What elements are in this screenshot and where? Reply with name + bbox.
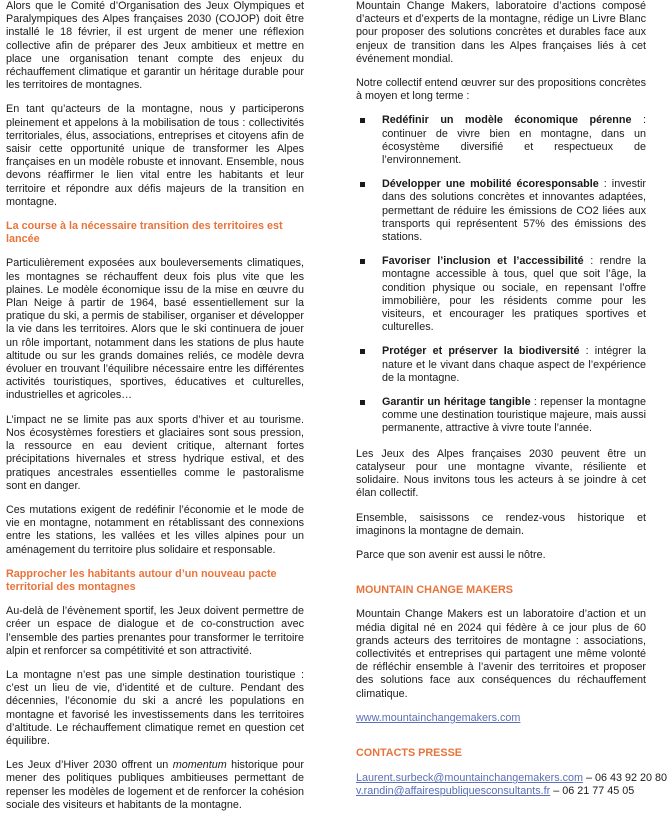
website-link[interactable]: www.mountainchangemakers.com: [356, 711, 521, 724]
proposition-title: Garantir un héritage tangible: [382, 396, 531, 409]
impact-paragraph: L’impact ne se limite pas aux sports d’hiver et au tourisme. Nos écosystèmes forestiers et glaciaires sont sous pression, la ressource en eau devient critique, alternant fortes précipitations hivernales et stress hydrique estival, et des pratiques ancestrales essentielles comme le pastoralisme sont en danger.: [6, 413, 304, 492]
bullet-square-icon: [360, 400, 365, 405]
mobilisation-paragraph: En tant qu’acteurs de la montagne, nous y participerons pleinement et appelons à la mobilisation de tous : collectivités territoriales, élus, associations, entreprises et citoyens afin de saisir cette opportunité unique de transformer les Alpes françaises en un modèle robuste et innovant. Ensemble, nous devons réaffirmer le lien vital entre les habitants et leur territoire et répondre aux défis majeurs de la transition en montagne.: [6, 103, 304, 208]
contact-row-2: [356, 785, 646, 798]
bullet-square-icon: [360, 349, 365, 354]
list-item: [356, 114, 646, 167]
list-item: [356, 255, 646, 334]
momentum-text-b: historique pour mener des politiques publiques ambitieuses permettant de repenser les modèles de logement et de renforcer la cohésion sociale des visiteurs et habitants de la montagne.: [6, 759, 304, 811]
mcm-description: Mountain Change Makers est un laboratoire d’action et un média digital né en 2024 qui fédère à ce jour plus de 60 grands acteurs des territoires de montagne : associations, collectivités et entreprises qui partagent une même volonté de réfléchir ensemble à l’avenir des territoires et proposer des solutions face aux conséquences du réchauffement climatique.: [356, 608, 646, 700]
bullet-square-icon: [360, 118, 365, 123]
proposition-title: Favoriser l’inclusion et l’accessibilité: [382, 255, 584, 268]
momentum-text-a: Les Jeux d’Hiver 2030 offrent un: [6, 759, 173, 772]
ensemble-paragraph: Ensemble, saisissons ce rendez-vous historique et imaginons la montagne de demain.: [356, 511, 646, 537]
right-column: [356, 0, 667, 799]
proposition-title: Redéfinir un modèle économique pérenne: [382, 114, 632, 127]
bullet-square-icon: [360, 182, 365, 187]
contacts-heading: CONTACTS PRESSE: [356, 746, 462, 759]
dialogue-paragraph: Au-delà de l’évènement sportif, les Jeux doivent permettre de créer un espace de dialogue et de co-construction avec l’ensemble des parties prenantes pour transformer le territoire alpin et renforcer sa compétitivité et son attractivité.: [6, 605, 304, 657]
list-item: [356, 345, 646, 385]
proposition-text: : continuer de vivre bien en montagne, dans un écosystème diversifié et respectueux de l’environnement.: [382, 114, 647, 167]
propositions-intro: Notre collectif entend œuvrer sur des propositions concrètes à moyen et long terme :: [356, 77, 646, 103]
proposition-text: : intégrer la nature et le vivant dans chaque aspect de l’expérience de la montagne.: [382, 345, 646, 384]
mutations-paragraph: Ces mutations exigent de redéfinir l’économie et le mode de vie en montagne, notamment en rétablissant des connexions entre les stations, les vallées et les villes alpines pour un aménagement du territoire plus solidaire et responsable.: [6, 503, 304, 556]
list-item: [356, 178, 646, 244]
website-row: [356, 712, 646, 725]
contact-email-link[interactable]: Laurent.surbeck@mountainchangemakers.com: [356, 772, 584, 785]
bullet-square-icon: [360, 259, 365, 264]
climate-paragraph: Particulièrement exposées aux bouleversements climatiques, les montagnes se réchauffent deux fois plus vite que les plaines. Le modèle économique issu de la mise en œuvre du Plan Neige à partir de 1964, basé essentiellement sur la pratique du ski, a permis de stabiliser, organiser et développer la vie dans les territoires. Alors que le ski continuera de jouer un rôle important, notamment dans les stations de plus haute altitude ou sur les grands domaines reliés, ce modèle devra évoluer en trouvant l’équilibre nécessaire entre les différentes activités touristiques, sportives, éducatives et culturelles, industrielles et agricoles…: [6, 257, 304, 402]
contact-phone: – 06 43 92 20 80: [583, 772, 667, 785]
catalyseur-paragraph: Les Jeux des Alpes françaises 2030 peuvent être un catalyseur pour une montagne vivante, résiliente et solidaire. Nous invitons tous les acteurs à se joindre à cet élan collectif.: [356, 447, 646, 500]
proposition-title: Développer une mobilité écoresponsable: [382, 178, 599, 191]
momentum-emphasis: momentum: [172, 759, 227, 772]
momentum-paragraph: [6, 759, 304, 812]
propositions-list: [356, 114, 646, 435]
mcm-heading: MOUNTAIN CHANGE MAKERS: [356, 584, 513, 597]
contact-row-1: [356, 772, 667, 785]
intro-paragraph: Alors que le Comité d’Organisation des Jeux Olympiques et Paralympiques des Alpes françaises 2030 (COJOP) doit être installé le 18 février, il est urgent de mener une réflexion collective afin de préparer des Jeux ambitieux et mettre en place une organisation tenant compte des enjeux du réchauffement climatique et garantir un héritage durable pour les territoires de montagnes.: [6, 0, 304, 92]
avenir-paragraph: Parce que son avenir est aussi le nôtre.: [356, 548, 546, 561]
contact-email-link[interactable]: v.randin@affairespubliquesconsultants.fr: [356, 785, 551, 798]
destination-paragraph: La montagne n’est pas une simple destination touristique : c’est un lieu de vie, d’identité et de culture. Pendant des décennies, l’économie du ski a ancré les populations en montagne et favorisé les investissements dans les territoires d’altitude. Le réchauffement climatique remet en question cet équilibre.: [6, 668, 304, 747]
section-heading-transition: La course à la nécessaire transition des territoires est lancée: [6, 220, 283, 246]
list-item: [356, 396, 646, 436]
proposition-title: Protéger et préserver la biodiversité: [382, 345, 580, 358]
livre-blanc-paragraph: Mountain Change Makers, laboratoire d’actions composé d’acteurs et d’experts de la montagne, rédige un Livre Blanc pour proposer des solutions concrètes et durables face aux enjeux de transition dans les Alpes françaises liés à cet événement mondial.: [356, 0, 646, 65]
contact-phone: – 06 21 77 45 05: [550, 785, 635, 798]
proposition-text: : investir dans des solutions concrètes et innovantes adaptées, permettant de réduire les émissions de CO2 liées aux transports qui représentent 57% des émissions des stations.: [382, 178, 646, 244]
left-column: [6, 0, 304, 823]
proposition-text: : repenser la montagne comme une destination touristique majeure, mais aussi permanente, attractive à vivre toute l’année.: [382, 396, 646, 435]
section-heading-pacte: Rapprocher les habitants autour d’un nouveau pacte territorial des montagnes: [6, 567, 277, 593]
proposition-text: : rendre la montagne accessible à tous, quel que soit l’âge, la condition physique ou sociale, en repensant l’offre immobilière, pour les résidents comme pour les visiteurs, et encourager les pratiques sportives et culturelles.: [382, 255, 646, 334]
